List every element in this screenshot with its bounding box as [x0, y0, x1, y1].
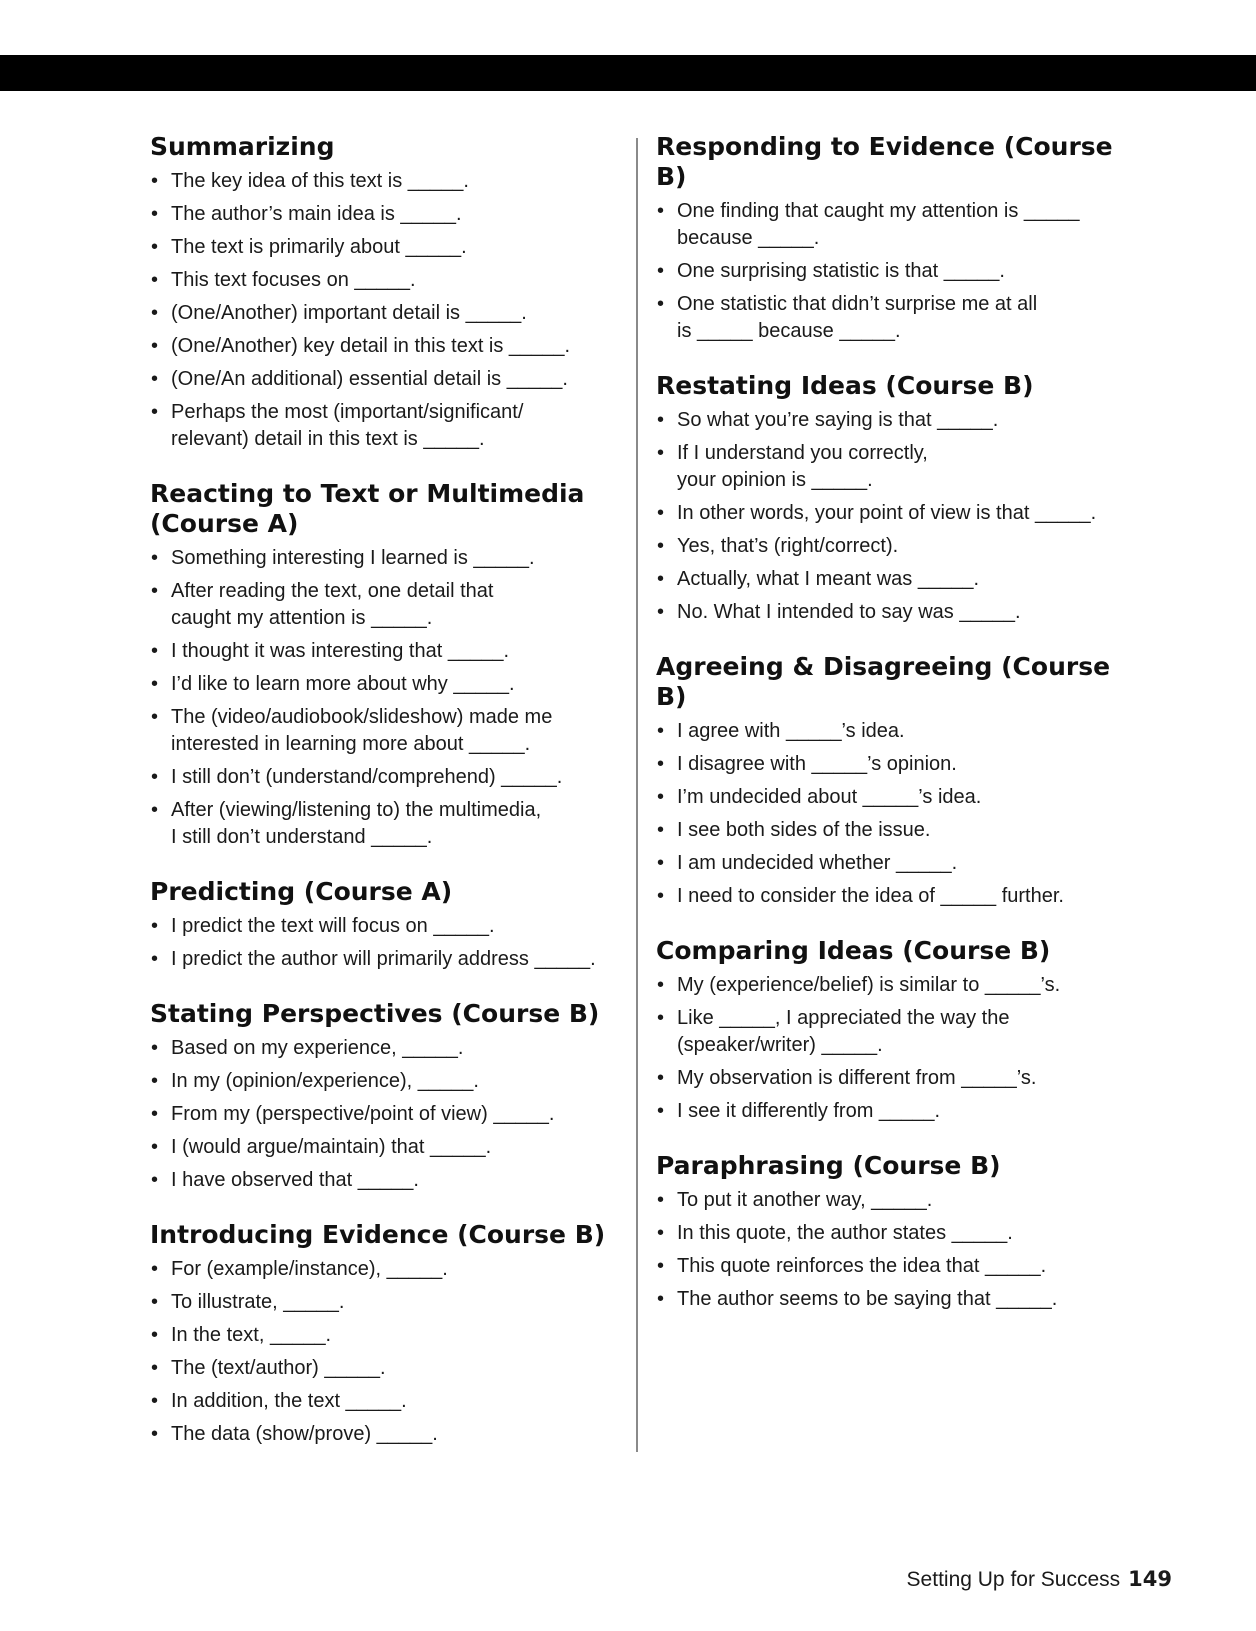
- sentence-frame-list: [656, 407, 1136, 626]
- sentence-frame-item: • No. What I intended to say was _____.: [656, 599, 1136, 626]
- sentence-frame-item: • The author’s main idea is _____.: [150, 201, 620, 228]
- sentence-frame-item: • This quote reinforces the idea that _____.: [656, 1253, 1136, 1280]
- sentence-frame-item: • I see both sides of the issue.: [656, 817, 1136, 844]
- sentence-frame-item: • My observation is different from _____’s.: [656, 1065, 1136, 1092]
- sentence-frame-item: • I’d like to learn more about why _____.: [150, 671, 620, 698]
- sentence-frame-item: • I predict the author will primarily address _____.: [150, 946, 620, 973]
- sentence-frame-item: • Perhaps the most (important/significant/ relevant) detail in this text is _____.: [150, 399, 620, 453]
- section-title: Agreeing & Disagreeing (Course B): [656, 652, 1111, 711]
- footer-label: Setting Up for Success: [906, 1568, 1121, 1591]
- section-restating-ideas-course-b: [656, 371, 1136, 626]
- right-column: [656, 132, 1136, 1339]
- sentence-frame-item: • After reading the text, one detail that caught my attention is _____.: [150, 578, 620, 632]
- top-header-bar: [0, 55, 1256, 91]
- section-title: Reacting to Text or Multimedia (Course A): [150, 479, 585, 538]
- sentence-frame-item: • Like _____, I appreciated the way the (speaker/writer) _____.: [656, 1005, 1136, 1059]
- sentence-frame-item: • In the text, _____.: [150, 1322, 620, 1349]
- section-title: Restating Ideas (Course B): [656, 371, 1034, 400]
- sentence-frame-item: • Actually, what I meant was _____.: [656, 566, 1136, 593]
- sentence-frame-item: • In other words, your point of view is that _____.: [656, 500, 1136, 527]
- sentence-frame-item: • So what you’re saying is that _____.: [656, 407, 1136, 434]
- page-footer: [907, 1566, 1172, 1593]
- section-introducing-evidence-course-b: [150, 1220, 620, 1448]
- sentence-frame-item: • I need to consider the idea of _____ further.: [656, 883, 1136, 910]
- section-responding-to-evidence-course-b: [656, 132, 1136, 345]
- sentence-frame-list: [656, 972, 1136, 1125]
- sentence-frame-list: [656, 198, 1136, 345]
- sentence-frame-item: • One statistic that didn’t surprise me at all is _____ because _____.: [656, 291, 1136, 345]
- section-paraphrasing-course-b: [656, 1151, 1136, 1313]
- sentence-frame-item: • I predict the text will focus on _____.: [150, 913, 620, 940]
- sentence-frame-list: [150, 1256, 620, 1448]
- sentence-frame-item: • In addition, the text _____.: [150, 1388, 620, 1415]
- section-comparing-ideas-course-b: [656, 936, 1136, 1125]
- sentence-frame-item: • Yes, that’s (right/correct).: [656, 533, 1136, 560]
- section-title: Introducing Evidence (Course B): [150, 1220, 606, 1249]
- sentence-frame-item: • In this quote, the author states _____.: [656, 1220, 1136, 1247]
- section-title: Responding to Evidence (Course B): [656, 132, 1113, 191]
- sentence-frame-list: [150, 913, 620, 973]
- sentence-frame-item: • To illustrate, _____.: [150, 1289, 620, 1316]
- sentence-frame-item: • Based on my experience, _____.: [150, 1035, 620, 1062]
- sentence-frame-list: [656, 718, 1136, 910]
- sentence-frame-item: • I am undecided whether _____.: [656, 850, 1136, 877]
- sentence-frame-item: • My (experience/belief) is similar to _____’s.: [656, 972, 1136, 999]
- left-column: [150, 132, 620, 1474]
- sentence-frame-item: • The author seems to be saying that _____.: [656, 1286, 1136, 1313]
- sentence-frame-item: • The (text/author) _____.: [150, 1355, 620, 1382]
- sentence-frame-item: • The text is primarily about _____.: [150, 234, 620, 261]
- sentence-frame-item: • (One/Another) important detail is _____.: [150, 300, 620, 327]
- section-summarizing: [150, 132, 620, 453]
- column-divider: [636, 138, 638, 1452]
- section-agreeing-disagreeing-course-b: [656, 652, 1136, 910]
- sentence-frame-item: • (One/An additional) essential detail is _____.: [150, 366, 620, 393]
- sentence-frame-item: • After (viewing/listening to) the multimedia, I still don’t understand _____.: [150, 797, 620, 851]
- sentence-frame-item: • I see it differently from _____.: [656, 1098, 1136, 1125]
- section-title: Stating Perspectives (Course B): [150, 999, 600, 1028]
- sentence-frame-item: • For (example/instance), _____.: [150, 1256, 620, 1283]
- sentence-frame-item: • I still don’t (understand/comprehend) _____.: [150, 764, 620, 791]
- section-title: Paraphrasing (Course B): [656, 1151, 1001, 1180]
- section-stating-perspectives-course-b: [150, 999, 620, 1194]
- sentence-frame-item: • I disagree with _____’s opinion.: [656, 751, 1136, 778]
- section-predicting-course-a: [150, 877, 620, 973]
- sentence-frame-item: • The key idea of this text is _____.: [150, 168, 620, 195]
- section-title: Summarizing: [150, 132, 335, 161]
- section-title: Comparing Ideas (Course B): [656, 936, 1051, 965]
- sentence-frame-item: • I thought it was interesting that _____.: [150, 638, 620, 665]
- sentence-frame-item: • One finding that caught my attention is _____ because _____.: [656, 198, 1136, 252]
- sentence-frame-item: • One surprising statistic is that _____.: [656, 258, 1136, 285]
- sentence-frame-item: • The (video/audiobook/slideshow) made me interested in learning more about _____.: [150, 704, 620, 758]
- sentence-frame-list: [150, 168, 620, 453]
- sentence-frame-list: [150, 545, 620, 851]
- sentence-frame-item: • I’m undecided about _____’s idea.: [656, 784, 1136, 811]
- sentence-frame-item: • Something interesting I learned is _____.: [150, 545, 620, 572]
- sentence-frame-item: • From my (perspective/point of view) _____.: [150, 1101, 620, 1128]
- page-number: 149: [1128, 1567, 1172, 1591]
- sentence-frame-list: [656, 1187, 1136, 1313]
- sentence-frame-item: • In my (opinion/experience), _____.: [150, 1068, 620, 1095]
- section-title: Predicting (Course A): [150, 877, 453, 906]
- section-reacting-to-text-or-multimedia-course-a: [150, 479, 620, 851]
- sentence-frame-item: • This text focuses on _____.: [150, 267, 620, 294]
- sentence-frame-item: • I have observed that _____.: [150, 1167, 620, 1194]
- sentence-frame-list: [150, 1035, 620, 1194]
- sentence-frame-item: • If I understand you correctly, your opinion is _____.: [656, 440, 1136, 494]
- sentence-frame-item: • I agree with _____’s idea.: [656, 718, 1136, 745]
- sentence-frame-item: • The data (show/prove) _____.: [150, 1421, 620, 1448]
- sentence-frame-item: • I (would argue/maintain) that _____.: [150, 1134, 620, 1161]
- sentence-frame-item: • To put it another way, _____.: [656, 1187, 1136, 1214]
- sentence-frame-item: • (One/Another) key detail in this text is _____.: [150, 333, 620, 360]
